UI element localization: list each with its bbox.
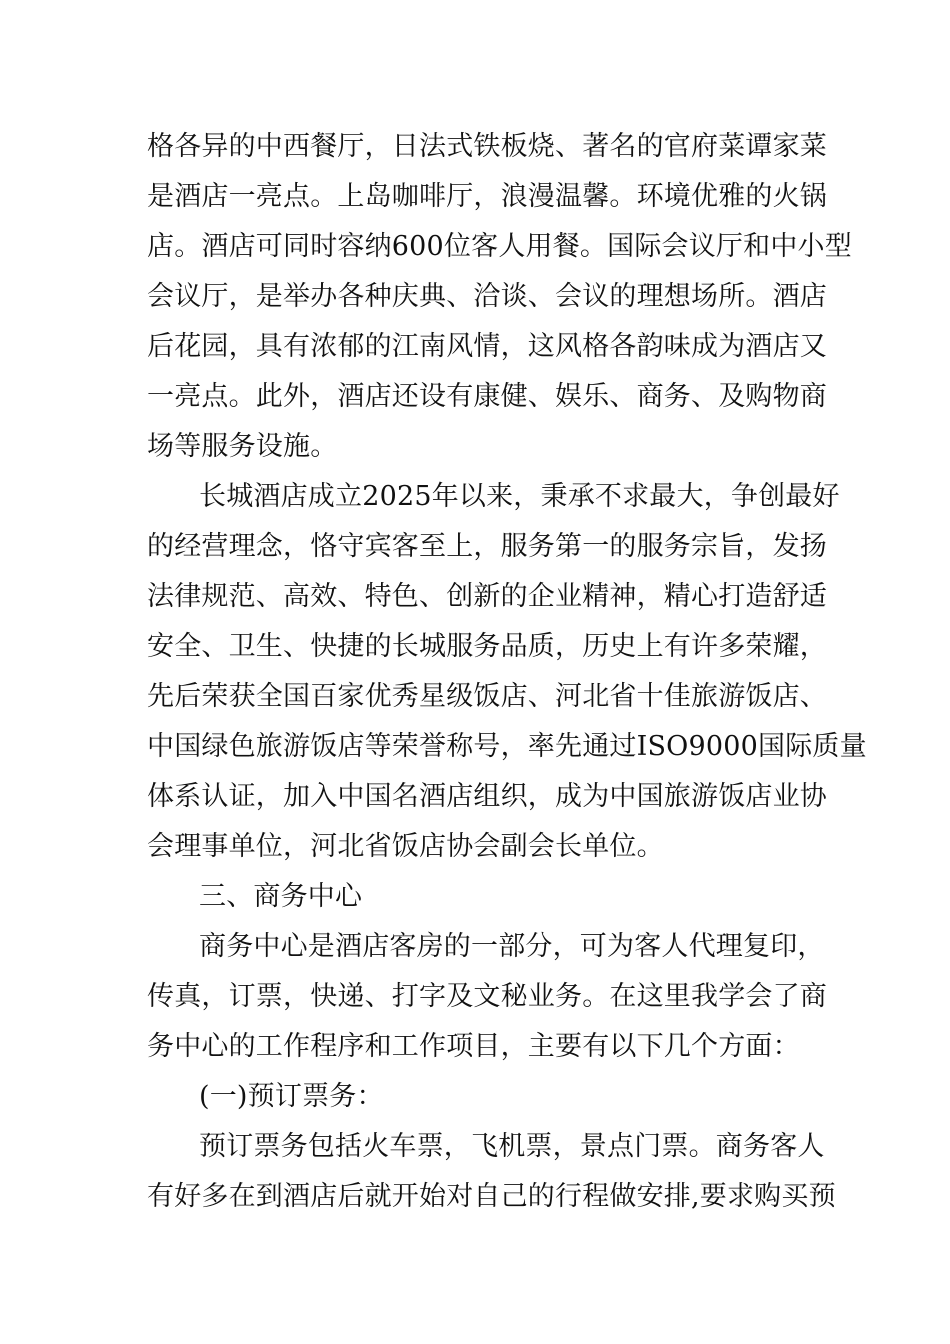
text-line: 会议厅，是举办各种庆典、洽谈、会议的理想场所。酒店 [147, 281, 827, 312]
text-line: 务中心的工作程序和工作项目，主要有以下几个方面： [147, 1031, 800, 1062]
text-line: 后花园，具有浓郁的江南风情，这风格各韵味成为酒店又 [147, 331, 827, 362]
text-line: 传真，订票，快递、打字及文秘业务。在这里我学会了商 [147, 981, 827, 1012]
paragraph-first-line: 预订票务包括火车票，飞机票，景点门票。商务客人 [199, 1131, 825, 1162]
text-line: 是酒店一亮点。上岛咖啡厅，浪漫温馨。环境优雅的火锅 [147, 181, 827, 212]
paragraph-first-line: 长城酒店成立2025年以来，秉承不求最大，争创最好 [199, 481, 840, 512]
text-line: 中国绿色旅游饭店等荣誉称号，率先通过ISO9000国际质量 [147, 731, 867, 762]
subsection-heading: (一)预订票务： [199, 1081, 384, 1112]
text-line: 体系认证，加入中国名酒店组织，成为中国旅游饭店业协 [147, 781, 827, 812]
text-line: 安全、卫生、快捷的长城服务品质，历史上有许多荣耀， [147, 631, 827, 662]
text-line: 先后荣获全国百家优秀星级饭店、河北省十佳旅游饭店、 [147, 681, 827, 712]
text-line: 会理事单位，河北省饭店协会副会长单位。 [147, 831, 664, 862]
section-heading: 三、商务中心 [199, 881, 363, 912]
text-line: 的经营理念，恪守宾客至上，服务第一的服务宗旨，发扬 [147, 531, 827, 562]
text-line: 场等服务设施。 [147, 431, 338, 462]
text-line: 一亮点。此外，酒店还设有康健、娱乐、商务、及购物商 [147, 381, 827, 412]
text-line: 店。酒店可同时容纳600位客人用餐。国际会议厅和中小型 [147, 231, 852, 262]
text-line: 格各异的中西餐厅，日法式铁板烧、著名的官府菜谭家菜 [147, 131, 827, 162]
paragraph-first-line: 商务中心是酒店客房的一部分，可为客人代理复印， [199, 931, 825, 962]
text-line: 有好多在到酒店后就开始对自己的行程做安排,要求购买预 [147, 1181, 836, 1212]
text-line: 法律规范、高效、特色、创新的企业精神，精心打造舒适 [147, 581, 827, 612]
